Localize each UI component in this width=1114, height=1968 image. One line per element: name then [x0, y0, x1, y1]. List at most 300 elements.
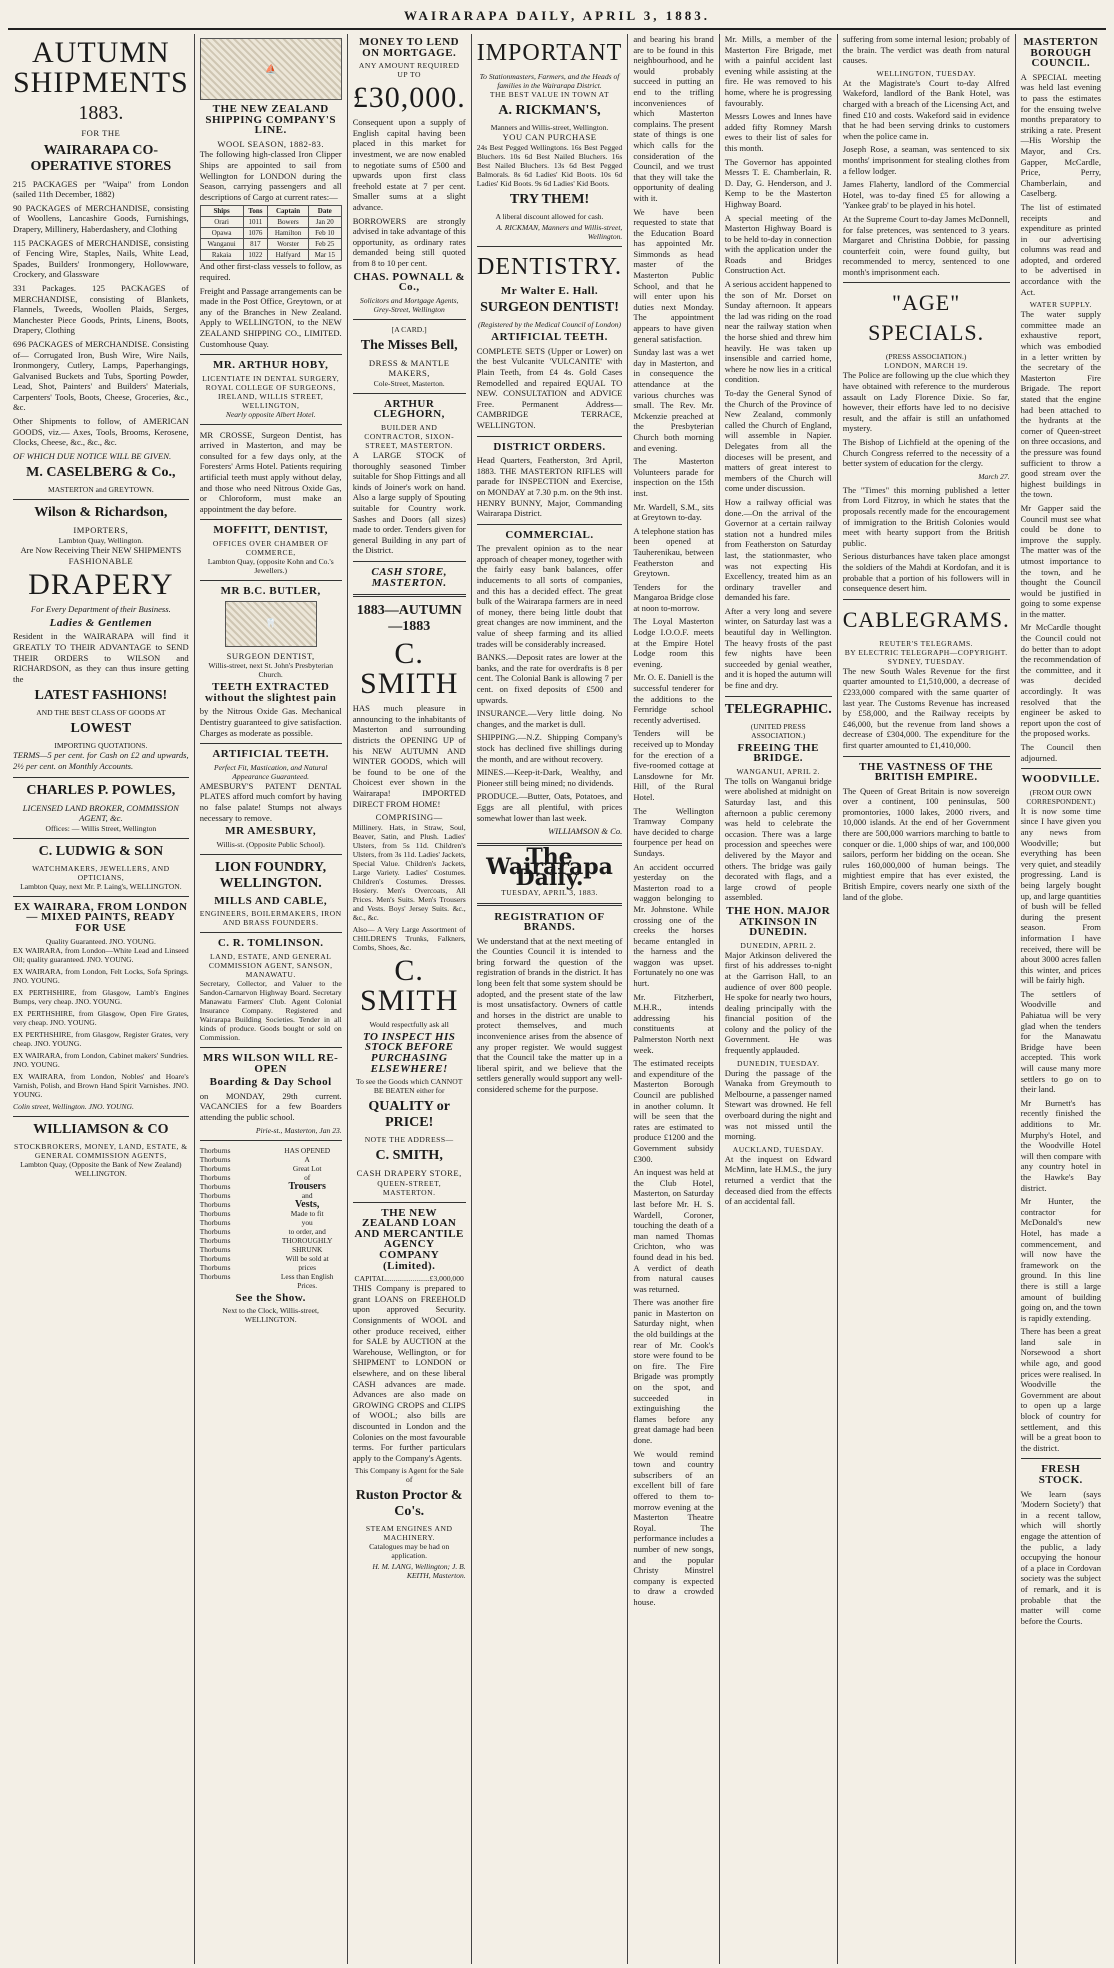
list-item: Vests,: [295, 1198, 320, 1210]
ad-year: 1883.: [78, 102, 124, 124]
article-place: DUNEDIN, APRIL 2.: [740, 940, 817, 950]
article-body: The Loyal Masterton Lodge I.O.O.F. meets at the Empire Hotel Lodge room this evening.: [633, 616, 714, 669]
article-body: The tolls on Wanganui bridge were abolished at midnight on Saturday last, and this afternoon a public ceremony was held to celebrate the occasion. There was a large procession and speeches were delivered by the Mayor and others. The bridge was gaily decorated with flags, and a large crowd of people assembled.: [724, 775, 832, 903]
ad-name: MR. ARTHUR HOBY,: [212, 359, 329, 372]
ad-teeth: TEETH EXTRACTED without the slightest pain: [205, 681, 337, 704]
article-body: We would remind town and country subscribers of an excellent bill of fare offered to them to-morrow evening at the Masterton Theatre Royal. The performance includes a number of new songs, and the popular Christy Minstrel company is expected to draw a crowded house.: [633, 1448, 714, 1607]
article-body: A telephone station has been opened at Tauherenikau, between Featherston and Greytown.: [633, 525, 714, 579]
ad-address: Nearly opposite Albert Hotel.: [225, 409, 316, 419]
divider: [200, 1047, 342, 1048]
divider: [477, 524, 623, 525]
list-item: Thorburns: [199, 1145, 231, 1155]
ad-sub: Would respectfully ask all: [369, 1019, 449, 1029]
article-subtitle: WATER SUPPLY.: [1029, 300, 1092, 310]
article-body: Joseph Rose, a seaman, was sentenced to six months' imprisonment for stealing clothes from a fellow lodger.: [842, 144, 1010, 176]
article-body: Tenders will be received up to Monday for the erection of a five-roomed cottage at Lansdowne for Mr. Hill, of the Rural Hotel.: [633, 728, 714, 802]
divider: [13, 1116, 189, 1117]
article-place: LONDON, MARCH 19.: [884, 361, 968, 371]
ad-name: MOFFITT, DENTIST,: [213, 524, 329, 537]
divider: [200, 1140, 342, 1141]
divider: [477, 436, 623, 437]
article-body: The Masterton Volunteers parade for inspection on the 15th inst.: [633, 456, 714, 498]
ad-body: A LARGE STOCK of thoroughly seasoned Timber suitable for Shop Fittings and all kinds of Joiner's work on hand. Also a large supply of Spouting suitable for Country work. Sashes and Doors (all sizes) made to order. Tenders given for general Building in any part of the District.: [352, 450, 466, 556]
list-item: Thorburns: [199, 1217, 231, 1227]
article-body: Mr. Wardell, S.M., sits at Greytown to-day.: [633, 501, 714, 523]
ad-title: MONEY TO LEND ON MORTGAGE.: [359, 36, 460, 59]
ad-body: Secretary, Collector, and Valuer to the Sandon-Carnarvon Highway Board. Secretary Manawatu Farmers' Club. Agent Colonial Insurance Company. Registered and Wairarapa Building Societies. Tender in all kinds of produce. Goods bought or sold on Commission.: [199, 978, 342, 1042]
table-header-row: [200, 206, 341, 217]
divider: [1021, 1458, 1101, 1459]
ad-body: by the Nitrous Oxide Gas. Mechanical Dentistry guaranteed to give satisfaction. Charges as moderate as possible.: [199, 706, 342, 738]
ad-role: DRESS & MANTLE MAKERS,: [368, 357, 450, 379]
article-body: The Police are following up the clue which they have obtained with reference to the murderous assault on Lady Florence Dixie. So far, however, their efforts have led to no decisive result, and the affair is still an unfathomed mystery.: [842, 370, 1010, 434]
column-2: [195, 34, 348, 1964]
article-sub: (FROM OUR OWN CORRESPONDENT.): [1026, 787, 1096, 806]
article-body: Mr Burnett's has recently finished the additions to Mr. Murphy's Hotel, and the Woodville Hotel will then compare with any country hotel in the Hawke's Bay district.: [1020, 1097, 1101, 1193]
table-cell: Opawa: [200, 228, 243, 239]
divider: [1021, 768, 1101, 769]
article-body: The settlers of Woodville and Pahiatua will be very glad when the tenders for the Manawatu Bridge have been accepted. This work will cause many more settlers to go on to their land.: [1020, 988, 1101, 1095]
divider: [13, 777, 189, 778]
paper-masthead: The Wairarapa Daily.: [486, 843, 613, 891]
article-body: An accident occurred yesterday on the Masterton road to a waggon belonging to Mr. Johnstone. While crossing one of the creeks the horses became entangled in the harness and the waggon was upset. Fortunately no one was hurt.: [633, 861, 714, 989]
table-cell: Feb 10: [308, 228, 341, 239]
article-title: THE VASTNESS OF THE BRITISH EMPIRE.: [859, 760, 994, 784]
article-body: suffering from some internal lesion; probably of the brain. The verdict was death from natural causes.: [842, 34, 1010, 66]
ad-line: EX WAIRARA, from London—White Lead and Linseed Oil; quality guaranteed. JNO. YOUNG.: [13, 945, 189, 964]
table-header: Captain: [268, 206, 309, 217]
table-row: [200, 239, 341, 250]
article-body: At the inquest on Edward McMinn, late H.M.S., the jury returned a verdict that the deceased died from the effects of an accidental fall.: [724, 1153, 832, 1207]
ad-sub: MILLS AND CABLE,: [214, 894, 328, 907]
article-body: The Council then adjourned.: [1020, 742, 1101, 763]
divider: [200, 932, 342, 933]
table-cell: Rakaia: [200, 250, 243, 261]
divider: [725, 696, 832, 697]
article-place: March 27.: [978, 471, 1010, 481]
article-body: The Governor has appointed Messrs T. E. Chamberlain, R. D. Day, G. Henderson, and J. Kemp to be the Masterton Highway Board.: [724, 156, 832, 209]
ad-agent: This Company is Agent for the Sale of: [354, 1466, 464, 1485]
ad-title: EX WAIRARA, FROM LONDON— MIXED PAINTS, READY FOR USE: [14, 900, 188, 934]
list-item: HAS OPENED: [284, 1145, 331, 1155]
list-item: Thorburns: [199, 1244, 231, 1254]
divider: [200, 743, 342, 744]
table-header: Ships: [200, 206, 243, 217]
article-body: PRODUCE.—Butter, Oats, Potatoes, and Eggs are all plentiful, with prices somewhat lower than last week.: [476, 791, 623, 823]
divider: [200, 854, 342, 855]
ad-fashionable: FASHIONABLE: [68, 555, 134, 566]
list-item: Thorburns: [199, 1172, 231, 1182]
ad-line: 215 PACKAGES per "Waipa" from London (sailed 11th December, 1882): [13, 178, 189, 200]
divider: [477, 246, 623, 247]
ad-body: And other first-class vessels to follow, as required.: [199, 261, 342, 282]
ad-line: EX WAIRARA, from London, Nobles' and Hoare's Varnish, Polish, and Brown Hand Spirit Varnishes. JNO. YOUNG.: [13, 1071, 189, 1099]
ad-best: THE BEST VALUE IN TOWN AT: [489, 90, 610, 99]
article-title: WOODVILLE.: [1021, 773, 1100, 786]
ad-sub: Perfect Fit, Mastication, and Natural Appearance Guaranteed.: [213, 762, 328, 781]
list-item: prices: [298, 1262, 317, 1272]
list-item: Less than English: [280, 1271, 334, 1281]
list-item: Thorburns: [199, 1181, 231, 1191]
ad-title: AUTUMN SHIPMENTS: [13, 36, 189, 99]
divider: [200, 424, 342, 425]
ad-sign: H. M. LANG, Wellington; J. B. KEITH, Masterton.: [372, 1562, 466, 1581]
article-body: Major Atkinson delivered the first of his addresses to-night at the Garrison Hall, to an audience of over 800 people. He spoke for nearly two hours, dealing principally with the financial position of the colony and the policy of the Government. He was frequently applauded.: [724, 949, 832, 1056]
article-body: Mr Hunter, the contractor for McDonald's new Hotel, has made a commencement, and will now have the framework on the ground. In this line there is still a large amount of building going on, and the town is rapidly extending.: [1020, 1196, 1101, 1323]
ad-role: OFFICES OVER CHAMBER OF COMMERCE,: [212, 539, 329, 558]
section-title: CABLEGRAMS.: [842, 606, 1010, 632]
ad-body: Consequent upon a supply of English capital having been placed in this market for investment, we are now enabled to negotiate sums of £500 and upwards upon first class freehold estate at 7 per cent. Smaller sums at a slight advance.: [352, 117, 466, 212]
ad-name: CHAS. POWNALL & Co.,: [353, 270, 466, 294]
ad-latest: LATEST FASHIONS!: [34, 688, 168, 704]
list-item: Made to fit: [290, 1208, 324, 1218]
ad-name: C. LUDWIG & SON: [38, 843, 164, 859]
ship-engraving-icon: ⛵: [200, 38, 342, 100]
ad-role: IMPORTERS,: [73, 525, 129, 536]
article-title: MASTERTON BOROUGH COUNCIL.: [1023, 36, 1099, 70]
ad-title: CASH STORE, MASTERTON.: [371, 566, 447, 589]
ad-address: Offices: — Willis Street, Wellington: [45, 823, 157, 833]
article-body: James Flaherty, landlord of the Commercial Hotel, was to-day fined £5 for allowing a 'Yankee grab' to be played in his hotel.: [842, 179, 1010, 211]
ad-address: Lambton Quay, next Mr. P. Laing's, WELLINGTON.: [20, 881, 182, 891]
article-body: We have been requested to state that the Education Board has appointed Mr. Simmonds as head master of the Masterton Public School, and that he will enter upon his duties next Monday. The appointment appears to have given general satisfaction.: [633, 206, 714, 344]
thorburns-ad: [200, 1146, 342, 1290]
ad-reg: (Registered by the Medical Council of London): [477, 320, 622, 330]
ad-line: 90 PACKAGES of MERCHANDISE, consisting of Woollens, Lancashire Goods, Furnishings, Drapery, Millinery, Haberdashery, and Clothing: [13, 202, 189, 234]
table-header: Tons: [243, 206, 268, 217]
list-item: Will be sold at: [285, 1253, 329, 1263]
paper-date: TUESDAY, APRIL 3, 1883.: [501, 887, 598, 897]
ad-goods: To see the Goods which CANNOT BE BEATEN either for: [355, 1077, 463, 1096]
divider: [843, 282, 1010, 283]
ad-sub: ANY AMOUNT REQUIRED UP TO: [358, 61, 460, 80]
table-row: [200, 228, 341, 239]
divider: [843, 756, 1010, 757]
ad-body: MR CROSSE, Surgeon Dentist, has arrived in Masterton, and may be consulted for a few days only, at the Foresters' Arms Hotel. Patients requiring artificial teeth must apply without delay, and those who need Nitrous Oxide Gas, or Chloroform, must make an appointment the day before.: [199, 429, 342, 514]
thorburns-left-list: [200, 1146, 269, 1290]
list-item: Thorburns: [199, 1226, 231, 1236]
ad-body: COMPLETE SETS (Upper or Lower) on the best Vulcanite 'VULCANITE' with Plain Teeth, from £4 4s. Gold Cases Remodelled and repaired EQUAL TO NEW. CONSULTATION and ADVICE Free. Permanent Address—CAMBRIDGE TERRACE, WELLINGTON.: [476, 345, 623, 430]
ad-name: WILLIAMSON & CO: [33, 1121, 169, 1137]
article-title: FRESH STOCK.: [1038, 1463, 1083, 1486]
ad-name: MR AMESBURY,: [225, 825, 317, 838]
ad-catalogue: Catalogues may be had on application.: [369, 1542, 450, 1561]
divider: [477, 903, 623, 906]
list-item: Thorburns: [199, 1199, 231, 1209]
list-item: and: [301, 1190, 313, 1200]
ad-role: Boarding & Day School: [209, 1076, 332, 1089]
ad-store: CASH DRAPERY STORE,: [356, 1168, 462, 1179]
ad-address: Willis-st. (Opposite Public School).: [216, 839, 325, 849]
ad-import: IMPORTING QUOTATIONS.: [54, 741, 148, 751]
divider: [353, 594, 466, 597]
ad-art: ARTIFICIAL TEETH.: [491, 331, 608, 344]
divider: [353, 319, 466, 320]
ad-line: EX PERTHSHIRE, from Glasgow, Lamb's Engines Bumps, very cheap. JNO. YOUNG.: [13, 987, 189, 1006]
article-body: During the passage of the Wanaka from Greymouth to Melbourne, a passenger named Stewart was drowned. He fell overboard during the night and was not missed until the morning.: [724, 1067, 832, 1142]
article-body: and bearing his brand are to be found in this neighbourhood, and he would probably succeed in putting an end to the trifling inconveniences of which Masterton complains. The present state of things is one which calls for the consideration of the Council, and we trust that they will take the opportunity of dealing with it.: [633, 34, 714, 203]
list-item: Thorburns: [199, 1235, 231, 1245]
ad-title: THE NEW ZEALAND SHIPPING COMPANY'S LINE.: [205, 103, 337, 137]
ad-role: BUILDER AND CONTRACTOR, SIXON-STREET, MASTERTON.: [364, 423, 455, 451]
divider: [353, 393, 466, 394]
ad-role: ENGINEERS, BOILERMAKERS, IRON AND BRASS FOUNDERS.: [199, 909, 342, 928]
article-place: WELLINGTON, TUESDAY.: [876, 68, 976, 78]
article-body: Mr. Fitzherbert, M.H.R., intends addressing his constituents at Palmerston North next week.: [633, 991, 714, 1055]
ad-name: ARTHUR CLEGHORN,: [373, 397, 445, 421]
article-body: Mr McCardle thought the Council could not do better than to adopt the recommendation of the committee, and it was decided accordingly. It was resolved that the engineer be asked to report upon the cost of the proposed works.: [1020, 622, 1101, 739]
masthead: [8, 6, 1106, 30]
section-title: "AGE" SPECIALS.: [868, 290, 985, 346]
thorburns-right-list: [273, 1146, 342, 1290]
ad-line: EX WAIRARA, from London, Cabinet makers' Sundries. JNO. YOUNG.: [13, 1050, 189, 1069]
list-item: SHRUNK: [291, 1244, 323, 1254]
table-cell: Halfyard: [268, 250, 309, 261]
ad-title: DENTISTRY.: [477, 253, 622, 280]
table-cell: 1076: [243, 228, 268, 239]
list-item: of: [304, 1172, 311, 1182]
list-item: you: [301, 1217, 313, 1227]
ad-title: IMPORTANT: [476, 40, 623, 66]
ad-line: EX WAIRARA, from London, Felt Locks, Sofa Springs. JNO. YOUNG.: [13, 966, 189, 985]
ad-name: MR B.C. BUTLER,: [220, 585, 321, 598]
article-body: There was another fire panic in Masterton on Saturday night, when the old buildings at the rear of Mr. Cook's store were found to be on fire. The Fire Brigade was promptly on the spot, and succeeded in extinguishing the flames before any great damage had been done.: [633, 1297, 714, 1445]
article-body: The water supply committee made an exhaustive report, which was embodied in a letter written by the secretary of the Masterton Fire Brigade. The report stated that the engine had been attached to the hydrants at the corner of Queen-street on three occasions, and the pressure was found sufficient to throw a good stream over the highest buildings in the town.: [1020, 309, 1101, 500]
article-body: The Wellington Tramway Company have decided to charge fourpence per head on Sundays.: [633, 805, 714, 858]
table-cell: Worster: [268, 239, 309, 250]
list-item: Prices.: [297, 1280, 318, 1290]
ad-inspect: TO INSPECT HIS STOCK BEFORE PURCHASING ELSEWHERE!: [363, 1030, 456, 1075]
ad-name: MRS WILSON WILL RE-OPEN: [203, 1051, 339, 1075]
article-title: COMMERCIAL.: [505, 528, 594, 541]
article-body: BANKS.—Deposit rates are lower at the banks, and the rate for overdrafts is 8 per cent. The Colonial Bank is allowing 7 per cent. on fixed deposits of £500 and upwards.: [476, 652, 623, 705]
ad-title: 1883—AUTUMN—1883: [356, 603, 462, 635]
article-body: Messrs Lowes and Innes have added fifty Romney Marsh ewes to their list of sales for this month.: [724, 111, 832, 153]
article-body: We learn (says 'Modern Society') that in a recent tallow, which will shortly engage the attention of the public, a lady occupying the honour of a place in Cordovan society was the subject of remark, and it is probable that the matter will come before the Courts.: [1020, 1488, 1101, 1626]
article-body: Serious disturbances have taken place amongst the soldiers of the Mahdi at Kordofan, and it is probable that a portion of his followers will in consequence desert him.: [842, 551, 1010, 594]
ad-name: M. CASELBERG & Co.,: [26, 465, 176, 481]
list-item: Thorburns: [199, 1190, 231, 1200]
ad-name: A. RICKMAN'S,: [498, 103, 601, 118]
ad-body: AMESBURY'S PATENT DENTAL PLATES afford much comfort by having no false palate! Stumps not always necessary to remove.: [199, 780, 342, 823]
list-item: to order, and: [288, 1226, 326, 1236]
ad-ladies: Ladies & Gentlemen: [49, 616, 153, 629]
divider: [200, 580, 342, 581]
ad-company: WAIRARAPA CO-OPERATIVE STORES: [30, 142, 172, 174]
ad-terms: TERMS—5 per cent. for Cash on £2 and upwards, 2½ per cent. on Monthly Accounts.: [13, 750, 189, 771]
divider: [200, 354, 342, 355]
ad-role: LAND, ESTATE, AND GENERAL COMMISSION AGENT, SANSON, MANAWATU.: [208, 951, 333, 979]
ad-title: ARTIFICIAL TEETH.: [212, 748, 330, 761]
ad-for-dept: For Every Department of their Business.: [30, 604, 171, 615]
ad-amount: £30,000.: [352, 81, 466, 115]
ad-title: DISTRICT ORDERS.: [493, 440, 606, 453]
ad-title: LION FOUNDRY, WELLINGTON.: [215, 859, 327, 891]
article-place: SYDNEY, TUESDAY.: [887, 656, 965, 666]
ad-best: AND THE BEST CLASS OF GOODS AT: [36, 708, 166, 718]
article-title: THE HON. MAJOR ATKINSON IN DUNEDIN.: [726, 904, 831, 939]
list-item: Thorburns: [199, 1253, 231, 1263]
ad-name: The Misses Bell,: [360, 337, 458, 353]
ad-discount: A liberal discount allowed for cash.: [495, 211, 604, 221]
article-body: Mr Gapper said the Council must see what could be done to improve the supply. The matter was of the utmost importance to the town, and he thought the Council would be justified in going to some expense in the matter.: [1020, 502, 1101, 619]
ad-name: C. R. TOMLINSON.: [217, 937, 324, 950]
table-cell: 817: [243, 239, 268, 250]
article-title: REGISTRATION OF BRANDS.: [494, 910, 605, 934]
ad-address: Pirie-st., Masterton, Jan 23.: [255, 1125, 342, 1135]
ad-body: Freight and Passage arrangements can be made in the Post Office, Greytown, or at any of the Branches in New Zealand. Apply to WELLINGTON, to the NEW ZEALAND SHIPPING CO., LIMITED. Customhouse Quay.: [199, 285, 342, 349]
ad-body: HAS much pleasure in announcing to the inhabitants of Masterton and surrounding districts the OPENING UP of his NEW AUTUMN AND WINTER GOODS, which will be found to be one of the Choicest ever shown in the Wairarapa! IMPORTED DIRECT FROM HOME!: [352, 703, 466, 809]
ad-address: Lambton Quay, (Opposite the Bank of New Zealand) WELLINGTON.: [20, 1159, 182, 1178]
ad-name: C. SMITH: [360, 637, 459, 701]
article-body: The Bishop of Lichfield at the opening of the Church Congress referred to the necessity of a better system of education for the clergy.: [842, 437, 1010, 469]
ad-title: THE NEW ZEALAND LOAN AND MERCANTILE AGENCY COMPANY (Limited).: [354, 1206, 464, 1272]
table-row: [200, 217, 341, 228]
ad-ruston: Ruston Proctor & Co's.: [355, 1488, 463, 1520]
article-place: WANGANUI, APRIL 2.: [736, 766, 820, 776]
ad-line: 115 PACKAGES of MERCHANDISE, consisting of Fencing Wire, Staples, Nails, White Lead, Spades, Builders' Ironmongery, Hollowware, Crockery, and Glassware: [13, 237, 189, 280]
article-body: MINES.—Keep-it-Dark, Wealthy, and Pioneer still being mined; no dividends.: [476, 767, 623, 788]
ad-name: C. SMITH,: [375, 1148, 443, 1164]
column-7: [838, 34, 1016, 1964]
ad-name: C. SMITH: [360, 953, 459, 1017]
divider: [353, 561, 466, 562]
section-copyright: BY ELECTRIC TELEGRAPH—COPYRIGHT.: [844, 647, 1008, 657]
ad-sub: WOOL SEASON, 1882-83.: [217, 138, 324, 149]
ad-body: Head Quarters, Featherston, 3rd April, 1883. THE MASTERTON RIFLES will parade for INSPECTION and Exercise, on MONDAY at 7.30 p.m. on the 9th inst. HENRY BUNNY, Major, Commanding Wairarapa District.: [476, 455, 623, 519]
column-4: [472, 34, 629, 1964]
article-body: At the Supreme Court to-day James McDonnell, for false pretences, was sentenced to 3 years. Margaret and Christina Dobbie, for passing counterfeit coin, were found guilty, but recommended to mercy, sentenced to one month's imprisonment each.: [842, 213, 1010, 277]
article-place: DUNEDIN, TUESDAY.: [737, 1058, 820, 1068]
article-body: A special meeting of the Masterton Highway Board is to be held to-day in connection with the application under the Roads and Bridges Construction Act.: [724, 212, 832, 276]
article-body: The estimated receipts and expenditure of the Masterton Borough Council are published in another column. It will be seen that the rates are estimated to produce £1200 and the Government subsidy £300.: [633, 1058, 714, 1164]
ad-comprising: COMPRISING—: [375, 812, 443, 823]
list-item: Thorburns: [199, 1271, 231, 1281]
table-cell: Hamilton: [268, 228, 309, 239]
section-title: TELEGRAPHIC.: [724, 701, 832, 717]
ad-address: Next to the Clock, Willis-street, WELLINGTON.: [222, 1306, 319, 1325]
article-body: At the Magistrate's Court to-day Alfred Wakeford, landlord of the Bank Hotel, was charged with a breach of the Licensing Act, and fined £10 and costs. Wakeford said in evidence that he had been serving drinks to customers when the police came in.: [842, 77, 1010, 141]
article-body: There has been a great land sale in Norsewood a short while ago, and good prices were realised. In Woodville the Government are about to open up a large block of country for settlement, and this will be a great boon to the district.: [1020, 1326, 1101, 1453]
ad-line: Colin street, Wellington. JNO. YOUNG.: [13, 1101, 134, 1111]
article-body: To-day the General Synod of the Church of the Province of New Zealand, commonly called the Church of England, will assemble in Napier. Delegates from all the dioceses will be present, and matters of great interest to members of the Church will come under discussion.: [724, 388, 832, 494]
table-cell: Feb 25: [308, 239, 341, 250]
table-cell: Jan 20: [308, 217, 341, 228]
column-3: [348, 34, 472, 1964]
article-body: SHIPPING.—N.Z. Shipping Company's stock has declined five shillings during the month, and are without recovery.: [476, 732, 623, 764]
divider: [13, 499, 189, 500]
list-item: Thorburns: [199, 1208, 231, 1218]
list-item: Great Lot: [292, 1163, 322, 1173]
divider: [13, 838, 189, 839]
ad-place: MASTERTON and GREYTOWN.: [47, 485, 154, 495]
ad-role: LICENSED LAND BROKER, COMMISSION AGENT, &c.: [22, 802, 179, 824]
ad-line: EX PERTHSHIRE, from Glasgow, Register Grates, very cheap. JNO. YOUNG.: [13, 1029, 189, 1048]
ad-address: Lambton Quay, (opposite Kohn and Co.'s Jewellers.): [207, 557, 334, 576]
ad-role: SURGEON DENTIST!: [480, 300, 619, 316]
article-body: Mr. O. E. Daniell is the successful tenderer for the additions to the Fernridge school recently advertised.: [633, 672, 714, 725]
table-cell: 1022: [243, 250, 268, 261]
article-body: The Queen of Great Britain is now sovereign over a continent, 100 peninsulas, 500 promontories, 1000 lakes, 2000 rivers, and 10,000 islands. At the end of her Government there are 500,000 warriors marching to battle to conquer or die. 1,000 ships of war, and 100,000 sailors, perform her bidding on the ocean. She rules 160,000,000 of human beings. The mightiest empire that has ever existed, the British Empire, covers nearly one sixth of the land of the globe.: [842, 785, 1010, 902]
ad-role: STOCKBROKERS, MONEY, LAND, ESTATE, & GENERAL COMMISSION AGENTS,: [14, 1141, 188, 1160]
ad-role: Solicitors and Mortgage Agents, Grey-Street, Wellington: [359, 295, 459, 314]
ad-try: TRY THEM!: [509, 191, 590, 207]
ad-name: CHARLES P. POWLES,: [26, 782, 176, 798]
ad-see: See the Show.: [235, 1291, 306, 1304]
ad-role: SURGEON DENTIST,: [226, 650, 315, 661]
table-cell: 1011: [243, 217, 268, 228]
ad-body: on MONDAY, 29th current. VACANCIES for a few Boarders attending the public school.: [199, 1090, 342, 1122]
article-body: The list of estimated receipts and expenditure as printed in our advertising columns was read and adopted, and ordered to be advertised in accordance with the Act.: [1020, 201, 1101, 297]
table-cell: Bowers: [268, 217, 309, 228]
table-cell: Mar 15: [308, 250, 341, 261]
column-8: [1016, 34, 1106, 1964]
article-title: FREEING THE BRIDGE.: [737, 741, 819, 765]
article-body: The prevalent opinion as to the near approach of cheaper money, together with the fairly easy bank balances, offer inducements to all sorts of companies, and this has a decided effect. The great bulk of the Wairarapa farmers are in need of money, there being little doubt that great changes are now imminent, and the value of sheep farming and its allied trades will be considerably increased.: [476, 543, 623, 649]
ad-line: 696 PACKAGES of MERCHANDISE. Consisting of— Corrugated Iron, Bush Wire, Wire Nails, Ironmongery, Cutlery, Lamps, Paperhangings, Galvanised Buckets and Tubs, Sporting Powder, Lead, Shot, Painters' and Builders' Materials, Carpenters' Tools, Boots, Cheese, Groceries, &c., &c.: [13, 338, 189, 413]
article-body: Mr. Mills, a member of the Masterton Fire Brigade, met with a painful accident last evening while assisting at the fire. He was removed to his home, where he is progressing favourably.: [724, 34, 832, 108]
ad-line: 331 Packages. 125 PACKAGES of MERCHANDISE, consisting of Blankets, Flannels, Tweeds, Woollen Plaids, Serges, Manchester Piece Goods, Prints, Linens, Boots, Drapery, Clothing: [13, 282, 189, 336]
column-5: [628, 34, 719, 1964]
ad-line: EX PERTHSHIRE, from Glasgow, Open Fire Grates, very cheap. JNO. YOUNG.: [13, 1008, 189, 1027]
table-header: Date: [308, 206, 341, 217]
ad-name: Mr Walter E. Hall.: [500, 284, 599, 297]
article-body: INSURANCE.—Very little doing. No changes, and the market is dull.: [476, 708, 623, 729]
ad-for: FOR THE: [81, 128, 121, 138]
list-item: Trousers: [288, 1180, 326, 1192]
list-item: Thorburns: [199, 1163, 231, 1173]
ad-line: Other Shipments to follow, of AMERICAN GOODS, viz.— Axes, Tools, Brooms, Kerosene, Clocks, Cheese, &c., &c., &c.: [13, 416, 189, 448]
article-body: An inquest was held at the Club Hotel, Masterton, on Saturday last before Mr. H. S. Wardell, Coroner, touching the death of a man named Thomas Crichton, who was found dead in his bed. A verdict of death from natural causes was returned.: [633, 1167, 714, 1294]
ad-role: WATCHMAKERS, JEWELLERS, AND OPTICIANS,: [32, 863, 170, 882]
masthead-title: WAIRARAPA DAILY, APRIL 3, 1883.: [404, 8, 710, 23]
ad-sub: To Stationmasters, Farmers, and the Heads of families in the Wairarapa District.: [479, 72, 620, 90]
article-body: Tenders for the Mangaroa Bridge close at noon to-morrow.: [633, 581, 714, 613]
list-item: A: [304, 1154, 310, 1164]
ad-drapery: DRAPERY: [28, 568, 174, 602]
divider: [13, 896, 189, 897]
ad-shipment: Are Now Receiving Their NEW SHIPMENTS: [20, 545, 182, 556]
ad-body: The following high-classed Iron Clipper Ships are appointed to sail from Wellington for LONDON during the Season, carrying passengers and all descriptions of Cargo at current rates:—: [199, 149, 342, 202]
table-cell: Orari: [200, 217, 243, 228]
ad-items: Millinery. Hats, in Straw, Soul, Beaver, Satin, and Plush. Ladies' Ulsters, from 5s 11d. Children's Ulsters, from 3s 11d. Ladies' Jackets, Special Value. Children's Jackets, Large Variety. Ladies' Costumes. Children's Costumes. Dresses. Hosiery. Men's Overcoats, All Prices. Men's Suits. Men's Trousers and Vests. Boys' Jersey Suits. &c., &c., &c.: [352, 822, 466, 922]
ad-note: OF WHICH DUE NOTICE WILL BE GIVEN.: [13, 450, 172, 461]
article-body: A serious accident happened to the son of Mr. Dorset on Sunday afternoon. It appears the lad was riding on the road near the railway station when the horse shied and threw him heavily. He was taken up insensible and carried home, where he now lies in a critical condition.: [724, 279, 832, 385]
ad-note: NOTE THE ADDRESS—: [364, 1135, 454, 1145]
ad-also: Also— A Very Large Assortment of CHILDREN'S Trunks, Falkners, Combs, Shoes, &c.: [352, 924, 466, 952]
article-body: The "Times" this morning published a letter from Lord Fitzroy, in which he states that the proposals recently made for the encouragement of immigration to the British Colonies would meet with hearty support from the British public.: [842, 484, 1010, 548]
divider: [843, 599, 1010, 600]
article-body: We understand that at the next meeting of the Counties Council it is intended to bring forward the question of the registration of brands in the district. It has long been felt that some system should be adopted, and the present state of the law is most unsatisfactory. Owners of cattle and horses in the district are unable to protect themselves, and much inconvenience arises from the absence of any proper register. We would suggest that the Council take the matter up in a liberal spirit, and we believe that the settlers generally would support any well-considered scheme for the purpose.: [476, 935, 623, 1094]
article-body: How a railway official was done.—On the arrival of the Governor at a certain railway station not a hundred miles from Featherston on Saturday last, the stationmaster, who was not expecting His Excellency, treated him as an ordinary traveller and demanded his fare.: [724, 496, 832, 603]
list-item: THOROUGHLY: [281, 1235, 333, 1245]
ad-quality: QUALITY or PRICE!: [368, 1099, 450, 1131]
table-cell: Wanganui: [200, 239, 243, 250]
ad-lowest: LOWEST: [70, 721, 132, 737]
column-1: [8, 34, 195, 1964]
divider: [353, 1202, 466, 1203]
ad-address: Willis-street, next St. John's Presbyterian Church.: [208, 661, 334, 680]
article-body: A SPECIAL meeting was held last evening to pass the estimates for the ensuing twelve months preparatory to striking a rate. Present—His Worship the Mayor, and Crs. Gapper, McCardle, Price, Perry, Chamberlain, and Caselberg.: [1020, 71, 1101, 199]
table-row: [200, 250, 341, 261]
ad-address: Lambton Quay, Wellington.: [58, 536, 144, 546]
article-place: AUCKLAND, TUESDAY.: [732, 1144, 824, 1154]
columns: [8, 34, 1106, 1964]
ad-card: [A CARD.]: [391, 324, 427, 334]
ad-steam: STEAM ENGINES AND MACHINERY.: [365, 1524, 453, 1543]
ad-items: 24s Best Pegged Wellingtons. 16s Best Pegged Bluchers. 10s 6d Best Nailed Bluchers. 16s Best Nailed Bluchers. 13s 6d Best Pegged Balmorals. 8s 6d Ladies' Kid Boots. 10s 6d Ladies' Kid Boots. 9s 6d Ladies' Kid Boots.: [476, 142, 623, 188]
article-body: Sunday last was a wet day in Masterton, and in consequence the attendance at the various churches was small. The Rev. Mr. Mckenzie preached at the Presbyterian Church both morning and evening.: [633, 347, 714, 453]
